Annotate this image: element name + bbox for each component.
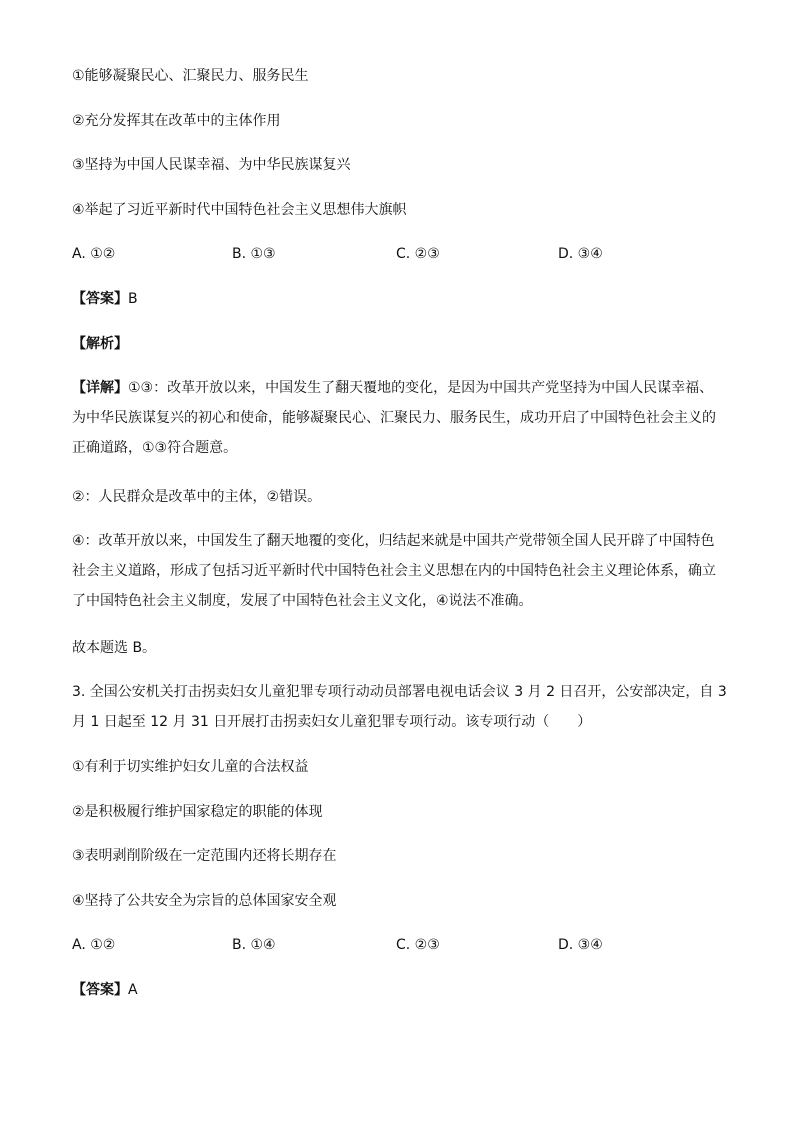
para3-line-1: ④：改革开放以来，中国发生了翻天地覆的变化，归结起来就是中国共产党带领全国人民开辟了中国特色 [72,533,715,549]
q2-option-1: ①能够凝聚民心、汇聚民力、服务民生 [72,68,309,84]
q3-option-2: ②是积极履行维护国家稳定的职能的体现 [72,804,323,820]
q2-conclusion: 故本题选 B。 [72,640,157,656]
q3-choice-d: D. ③④ [558,937,603,953]
q2-choice-d: D. ③④ [558,246,603,262]
answer-value: B [128,291,138,307]
q2-choice-a: A. ①② [72,246,116,262]
para3-line-2: 社会主义道路，形成了包括习近平新时代中国特色社会主义思想在内的中国特色社会主义理论体系，确立 [72,563,716,579]
detail-line-1 [72,378,722,398]
answer-label: 【答案】 [72,291,128,307]
q3-option-3: ③表明剥削阶级在一定范围内还将长期存在 [72,848,337,864]
para3-line-3: 了中国特色社会主义制度，发展了中国特色社会主义文化，④说法不准确。 [72,593,533,609]
detail-line-3: 正确道路，①③符合题意。 [72,440,238,456]
q2-choice-b: B. ①③ [232,246,276,262]
q3-option-4: ④坚持了公共安全为宗旨的总体国家安全观 [72,893,337,909]
q3-choice-c: C. ②③ [396,937,440,953]
q3-stem-line-2: 月 1 日起至 12 月 31 日开展打击拐卖妇女儿童犯罪专项行动。该专项行动（ ） [72,714,592,730]
q2-answer [72,291,138,307]
detail-label: 【详解】 [72,380,128,396]
q2-analysis-label: 【解析】 [72,336,128,352]
q3-choice-b: B. ①④ [232,937,276,953]
q3-answer [72,982,138,998]
detail-text: ①③：改革开放以来，中国发生了翻天覆地的变化，是因为中国共产党坚持为中国人民谋幸福、 [128,380,714,396]
q2-option-4: ④举起了习近平新时代中国特色社会主义思想伟大旗帜 [72,202,407,218]
q2-paragraph-2: ②：人民群众是改革中的主体，②错误。 [72,489,322,505]
q2-detail-paragraph [72,378,722,468]
q2-option-2: ②充分发挥其在改革中的主体作用 [72,113,281,129]
q2-choice-c: C. ②③ [396,246,440,262]
q3-choices [72,937,732,953]
q3-option-1: ①有利于切实维护妇女儿童的合法权益 [72,759,309,775]
detail-line-2: 为中华民族谋复兴的初心和使命，能够凝聚民心、汇聚民力、服务民生，成功开启了中国特色社会主义的 [72,410,716,426]
answer-value: A [128,982,138,998]
q3-choice-a: A. ①② [72,937,116,953]
q2-option-3: ③坚持为中国人民谋幸福、为中华民族谋复兴 [72,157,351,173]
answer-label: 【答案】 [72,982,128,998]
q2-choices [72,246,732,262]
q3-stem-line-1: 3. 全国公安机关打击拐卖妇女儿童犯罪专项行动动员部署电视电话会议 3 月 2 日召开，公安部决定，自 3 [72,684,727,700]
q2-paragraph-3 [72,531,722,621]
q3-stem [72,682,727,742]
